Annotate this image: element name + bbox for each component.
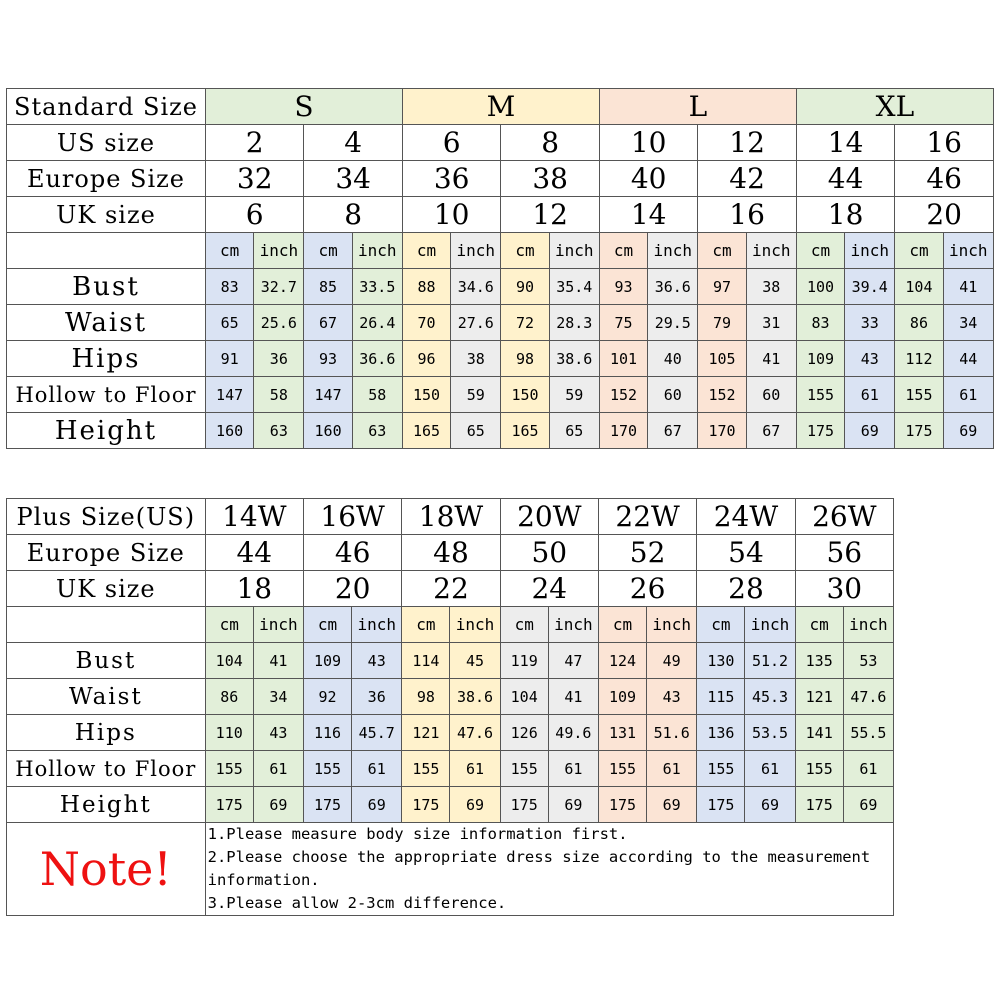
measure-value: 63 [352,413,402,449]
measure-value: 39.4 [845,269,895,305]
plus-size-22w: 22W [598,499,696,535]
measure-value: 60 [746,377,796,413]
plus-size-18w: 18W [402,499,500,535]
plus-unit-row [7,607,894,643]
measure-value: 59 [549,377,599,413]
size-value: 54 [697,535,795,571]
measure-value: 38.6 [549,341,599,377]
measure-value: 110 [205,715,253,751]
measure-value: 67 [648,413,698,449]
standard-measure-row [7,341,994,377]
measure-value: 175 [697,787,745,823]
measure-value: 61 [352,751,402,787]
measure-value: 61 [843,751,893,787]
measure-value: 31 [746,305,796,341]
measure-value: 109 [796,341,844,377]
measure-value: 135 [795,643,843,679]
size-value: 18 [205,571,303,607]
measure-value: 59 [451,377,501,413]
measure-value: 34.6 [451,269,501,305]
unit-cm: cm [402,607,450,643]
unit-cm: cm [598,607,646,643]
measure-value: 155 [795,751,843,787]
measure-value: 43 [647,679,697,715]
unit-cm: cm [205,607,253,643]
unit-inch: inch [451,233,501,269]
size-group-m: M [402,89,599,125]
measure-value: 175 [303,787,351,823]
size-value: 14 [796,125,894,161]
size-value: 42 [698,161,797,197]
measure-value: 85 [304,269,352,305]
standard-spacer-row [7,449,994,493]
unit-cm: cm [698,233,746,269]
measure-value: 175 [500,787,548,823]
measure-value: 160 [205,413,253,449]
measure-value: 98 [501,341,549,377]
unit-inch: inch [746,233,796,269]
standard-measure-row [7,377,994,413]
measure-value: 116 [303,715,351,751]
plus-size-26w: 26W [795,499,893,535]
size-value: 36 [402,161,500,197]
measure-value: 61 [943,377,993,413]
measure-value: 55.5 [843,715,893,751]
size-group-xl: XL [796,89,993,125]
size-value: 26 [598,571,696,607]
measure-value: 130 [697,643,745,679]
measure-value: 170 [599,413,647,449]
measure-value: 27.6 [451,305,501,341]
measure-value: 100 [796,269,844,305]
measure-value: 155 [303,751,351,787]
measure-value: 33.5 [352,269,402,305]
measure-value: 155 [598,751,646,787]
size-value: 32 [205,161,303,197]
measure-value: 121 [795,679,843,715]
measure-value: 115 [697,679,745,715]
measure-value: 147 [304,377,352,413]
plus-size-20w: 20W [500,499,598,535]
size-value: 8 [501,125,600,161]
size-value: 6 [205,197,303,233]
measure-value: 69 [943,413,993,449]
measure-value: 165 [501,413,549,449]
measure-value: 83 [205,269,253,305]
standard-measure-row [7,305,994,341]
measure-value: 38 [746,269,796,305]
size-value: 48 [402,535,500,571]
measure-value: 63 [254,413,304,449]
measure-value: 104 [205,643,253,679]
size-value: 20 [303,571,401,607]
size-value: 18 [796,197,894,233]
size-value: 8 [304,197,402,233]
measure-value: 104 [895,269,943,305]
measure-value: 155 [500,751,548,787]
size-value: 52 [598,535,696,571]
measure-value: 61 [745,751,795,787]
unit-inch: inch [548,607,598,643]
size-value: 12 [698,125,797,161]
measure-value: 47 [548,643,598,679]
measure-value: 155 [895,377,943,413]
measure-value: 43 [352,643,402,679]
size-value: 10 [402,197,500,233]
size-value: 4 [304,125,402,161]
unit-inch: inch [352,607,402,643]
measure-label: Waist [7,305,206,341]
measure-value: 61 [647,751,697,787]
measure-value: 97 [698,269,746,305]
measure-value: 49.6 [548,715,598,751]
measure-value: 75 [599,305,647,341]
measure-value: 61 [845,377,895,413]
measure-value: 69 [647,787,697,823]
note-line: 1.Please measure body size information first. [207,825,628,843]
measure-value: 175 [402,787,450,823]
size-value: 28 [697,571,795,607]
measure-value: 61 [450,751,500,787]
measure-value: 28.3 [549,305,599,341]
measure-value: 124 [598,643,646,679]
unit-cm: cm [599,233,647,269]
measure-value: 112 [895,341,943,377]
measure-value: 152 [599,377,647,413]
measure-value: 150 [402,377,450,413]
unit-cm: cm [402,233,450,269]
measure-label: Bust [7,269,206,305]
measure-value: 25.6 [254,305,304,341]
measure-value: 69 [253,787,303,823]
measure-value: 109 [598,679,646,715]
measure-value: 36.6 [648,269,698,305]
measure-value: 92 [303,679,351,715]
measure-value: 126 [500,715,548,751]
size-value: 14 [599,197,697,233]
size-value: 44 [796,161,894,197]
measure-value: 69 [745,787,795,823]
standard-size-row [7,197,994,233]
measure-value: 49 [647,643,697,679]
plus-measure-row [7,643,894,679]
note-title: Note! [7,823,206,916]
row-label: Europe Size [7,535,206,571]
standard-unit-row [7,233,994,269]
measure-value: 69 [548,787,598,823]
size-value: 24 [500,571,598,607]
size-value: 10 [599,125,697,161]
measure-value: 86 [205,679,253,715]
size-value: 34 [304,161,402,197]
standard-header-row [7,89,994,125]
measure-value: 61 [253,751,303,787]
plus-size-16w: 16W [303,499,401,535]
measure-value: 136 [697,715,745,751]
plus-header-row [7,499,894,535]
measure-value: 38.6 [450,679,500,715]
measure-value: 88 [402,269,450,305]
measure-label: Height [7,787,206,823]
unit-inch: inch [845,233,895,269]
measure-value: 131 [598,715,646,751]
measure-value: 152 [698,377,746,413]
unit-inch: inch [943,233,993,269]
measure-value: 160 [304,413,352,449]
plus-size-row [7,535,894,571]
size-value: 46 [895,161,994,197]
measure-value: 53.5 [745,715,795,751]
unit-cm: cm [697,607,745,643]
measure-value: 150 [501,377,549,413]
measure-value: 93 [304,341,352,377]
unit-inch: inch [843,607,893,643]
blank-cell [7,233,206,269]
measure-value: 45 [450,643,500,679]
measure-value: 32.7 [254,269,304,305]
unit-inch: inch [648,233,698,269]
measure-value: 96 [402,341,450,377]
measure-value: 69 [450,787,500,823]
unit-inch: inch [450,607,500,643]
row-label: UK size [7,571,206,607]
measure-value: 47.6 [450,715,500,751]
standard-measure-row [7,269,994,305]
plus-size-row [7,571,894,607]
unit-cm: cm [895,233,943,269]
size-value: 38 [501,161,600,197]
measure-value: 175 [895,413,943,449]
measure-value: 91 [205,341,253,377]
measure-value: 36 [352,679,402,715]
unit-inch: inch [253,607,303,643]
measure-label: Waist [7,679,206,715]
plus-measure-row [7,751,894,787]
measure-value: 38 [451,341,501,377]
unit-inch: inch [352,233,402,269]
unit-inch: inch [549,233,599,269]
measure-value: 36 [254,341,304,377]
size-group-l: L [599,89,796,125]
measure-value: 83 [796,305,844,341]
plus-size-24w: 24W [697,499,795,535]
measure-value: 29.5 [648,305,698,341]
measure-value: 47.6 [843,679,893,715]
measure-value: 65 [549,413,599,449]
measure-value: 34 [943,305,993,341]
measure-value: 41 [943,269,993,305]
measure-value: 155 [205,751,253,787]
measure-label: Hollow to Floor [7,751,206,787]
unit-cm: cm [304,233,352,269]
measure-label: Hips [7,715,206,751]
measure-value: 165 [402,413,450,449]
row-label: US size [7,125,206,161]
measure-value: 41 [746,341,796,377]
measure-value: 175 [598,787,646,823]
measure-value: 155 [697,751,745,787]
measure-value: 119 [500,643,548,679]
note-text [205,823,893,916]
plus-size-table [6,498,894,916]
size-group-s: S [205,89,402,125]
measure-label: Height [7,413,206,449]
measure-label: Hips [7,341,206,377]
measure-value: 90 [501,269,549,305]
measure-value: 67 [746,413,796,449]
note-line: 2.Please choose the appropriate dress size according to the measurement information. [207,848,871,889]
measure-value: 65 [451,413,501,449]
unit-cm: cm [205,233,253,269]
measure-value: 70 [402,305,450,341]
note-row [7,823,894,916]
standard-size-table [6,88,994,493]
measure-value: 53 [843,643,893,679]
measure-value: 79 [698,305,746,341]
measure-value: 61 [548,751,598,787]
unit-cm: cm [795,607,843,643]
standard-size-row [7,161,994,197]
measure-value: 45.7 [352,715,402,751]
measure-value: 93 [599,269,647,305]
unit-cm: cm [303,607,351,643]
measure-value: 34 [253,679,303,715]
size-value: 56 [795,535,893,571]
size-value: 16 [698,197,797,233]
measure-value: 69 [843,787,893,823]
size-value: 16 [895,125,994,161]
measure-value: 72 [501,305,549,341]
measure-value: 141 [795,715,843,751]
measure-value: 36.6 [352,341,402,377]
size-value: 2 [205,125,303,161]
plus-size-corner-label: Plus Size(US) [7,499,206,535]
measure-value: 98 [402,679,450,715]
plus-measure-row [7,679,894,715]
measure-value: 105 [698,341,746,377]
measure-value: 65 [205,305,253,341]
size-value: 30 [795,571,893,607]
measure-value: 155 [796,377,844,413]
blank-cell [7,607,206,643]
spacer-cell [7,449,994,493]
measure-value: 69 [845,413,895,449]
size-value: 12 [501,197,600,233]
measure-value: 175 [795,787,843,823]
measure-value: 109 [303,643,351,679]
unit-inch: inch [745,607,795,643]
measure-value: 44 [943,341,993,377]
measure-value: 45.3 [745,679,795,715]
measure-value: 121 [402,715,450,751]
measure-value: 147 [205,377,253,413]
measure-value: 170 [698,413,746,449]
measure-value: 101 [599,341,647,377]
size-value: 46 [303,535,401,571]
unit-cm: cm [501,233,549,269]
measure-value: 155 [402,751,450,787]
measure-value: 35.4 [549,269,599,305]
measure-value: 58 [254,377,304,413]
measure-value: 175 [205,787,253,823]
measure-value: 58 [352,377,402,413]
plus-measure-row [7,787,894,823]
standard-size-corner-label: Standard Size [7,89,206,125]
plus-size-14w: 14W [205,499,303,535]
unit-inch: inch [254,233,304,269]
measure-value: 114 [402,643,450,679]
standard-measure-row [7,413,994,449]
measure-value: 86 [895,305,943,341]
note-line: 3.Please allow 2-3cm difference. [207,894,507,912]
plus-measure-row [7,715,894,751]
measure-label: Hollow to Floor [7,377,206,413]
measure-value: 175 [796,413,844,449]
standard-size-row [7,125,994,161]
measure-value: 41 [548,679,598,715]
measure-value: 43 [845,341,895,377]
measure-value: 69 [352,787,402,823]
measure-value: 104 [500,679,548,715]
size-value: 44 [205,535,303,571]
row-label: UK size [7,197,206,233]
measure-value: 51.2 [745,643,795,679]
size-value: 40 [599,161,697,197]
measure-label: Bust [7,643,206,679]
size-value: 6 [402,125,500,161]
size-value: 20 [895,197,994,233]
measure-value: 41 [253,643,303,679]
unit-inch: inch [647,607,697,643]
measure-value: 43 [253,715,303,751]
measure-value: 40 [648,341,698,377]
measure-value: 26.4 [352,305,402,341]
unit-cm: cm [500,607,548,643]
measure-value: 33 [845,305,895,341]
unit-cm: cm [796,233,844,269]
size-value: 22 [402,571,500,607]
measure-value: 67 [304,305,352,341]
measure-value: 60 [648,377,698,413]
size-value: 50 [500,535,598,571]
measure-value: 51.6 [647,715,697,751]
row-label: Europe Size [7,161,206,197]
